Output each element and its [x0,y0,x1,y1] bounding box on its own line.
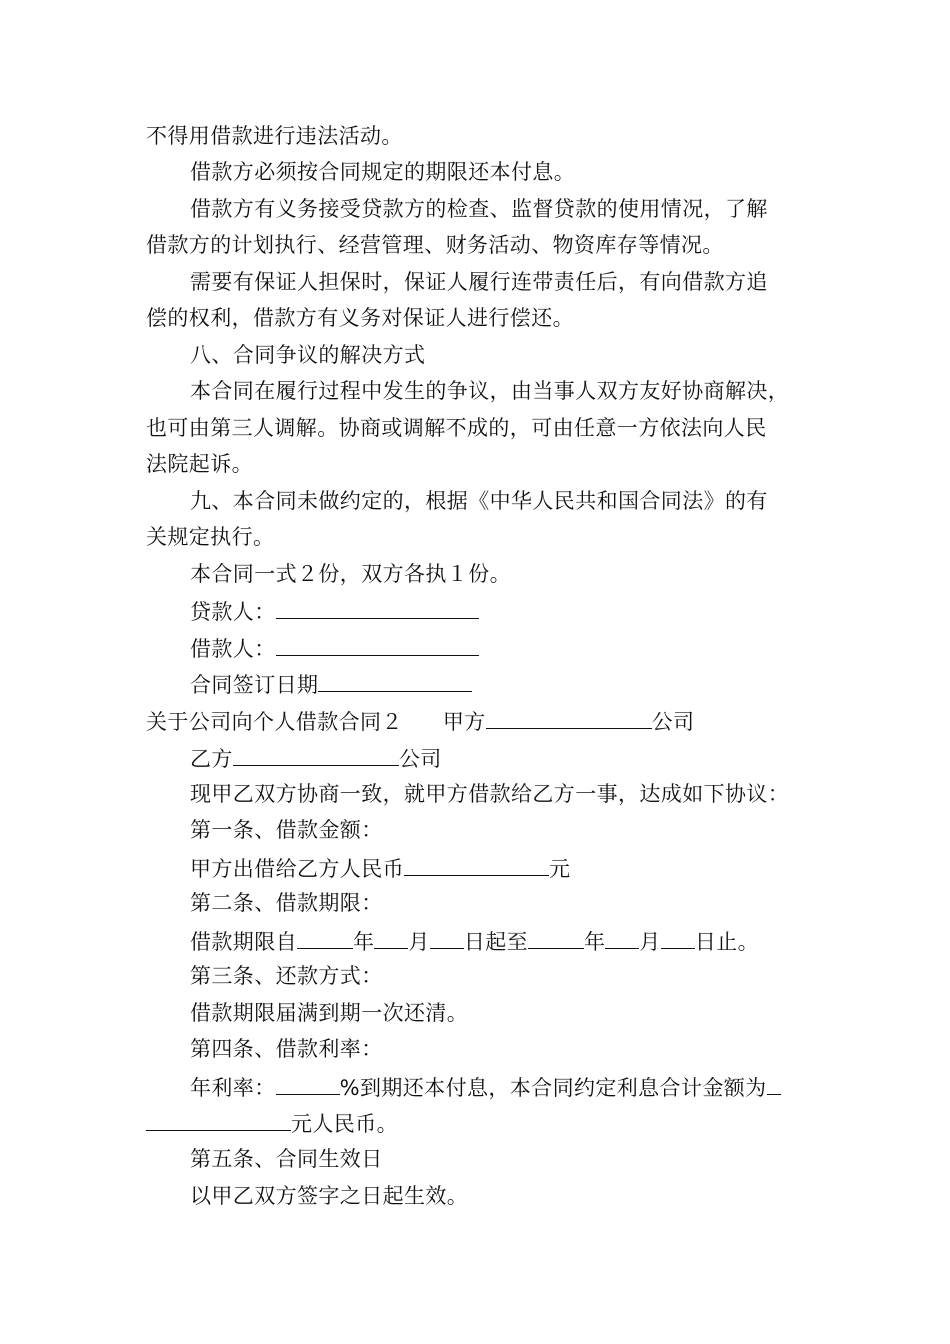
year-label: 年 [353,930,375,954]
article-heading: 第五条、合同生效日 [190,1147,383,1171]
text-line: 也可由第三人调解。协商或调解不成的，可由任意一方依法向人民 [146,416,767,440]
lender-blank [276,596,479,619]
month-blank [605,926,639,949]
rate-blank [276,1072,340,1095]
interest-line [146,1108,398,1138]
text-line: 法院起诉。 [146,452,253,476]
party-b-label: 乙方 [190,747,233,771]
sign-date-line [190,669,472,699]
yuan-label: 元 [549,857,571,881]
day-blank [430,926,464,949]
month-label: 月 [408,930,430,954]
party-a-label: 甲方 [442,710,486,734]
text-line: 九、本合同未做约定的，根据《中华人民共和国合同法》的有 [190,489,768,513]
term-start-label: 借款期限自 [190,930,297,954]
text-line: 以甲乙双方签字之日起生效。 [190,1184,469,1208]
article-heading: 第四条、借款利率： [190,1037,383,1061]
borrower-blank [276,633,479,656]
text-line: 不得用借款进行违法活动。 [146,124,403,148]
intro-line: 现甲乙双方协商一致，就甲方借款给乙方一事，达成如下协议： [190,782,790,806]
party-b-line [190,743,442,773]
text-line: 借款期限届满到期一次还清。 [190,1001,469,1025]
text-line: 本合同一式２份，双方各执１份。 [190,562,511,586]
interest-blank-start [767,1072,781,1095]
text-line: 借款方有义务接受贷款方的检查、监督贷款的使用情况，了解 [190,197,768,221]
rate-text: %到期还本付息，本合同约定利息合计金额为 [339,1076,767,1100]
section-heading: 八、合同争议的解决方式 [190,343,426,367]
text-line: 借款方的计划执行、经营管理、财务活动、物资库存等情况。 [146,233,724,257]
day-from-label: 日起至 [463,930,529,954]
article-heading: 第三条、还款方式： [190,964,383,988]
rate-line [190,1072,781,1102]
lender-label: 贷款人： [190,600,276,624]
year-blank [297,926,353,949]
article-heading: 第一条、借款金额： [190,818,383,842]
article-heading: 第二条、借款期限： [190,891,383,915]
day-blank [661,926,695,949]
year-label: 年 [584,930,606,954]
text-line: 借款方必须按合同规定的期限还本付息。 [190,160,576,184]
amount-label: 甲方出借给乙方人民币 [190,857,404,881]
party-b-suffix: 公司 [398,747,442,771]
borrower-signature-line [190,633,479,663]
interest-unit: 元人民币。 [291,1112,398,1136]
month-blank [374,926,408,949]
contract-title: 关于公司向个人借款合同２ [146,710,403,734]
day-to-label: 日止。 [694,930,760,954]
sign-date-label: 合同签订日期 [190,673,319,697]
text-line: 本合同在履行过程中发生的争议，由当事人双方友好协商解决， [190,379,790,403]
term-line [190,926,759,956]
text-line: 关规定执行。 [146,525,275,549]
rate-label: 年利率： [190,1076,276,1100]
party-b-blank [233,743,399,766]
party-a-blank [486,706,652,729]
borrower-label: 借款人： [190,637,276,661]
interest-blank [146,1108,291,1131]
party-a-suffix: 公司 [651,710,695,734]
year-blank [528,926,584,949]
month-label: 月 [639,930,661,954]
text-line: 偿的权利，借款方有义务对保证人进行偿还。 [146,306,574,330]
sign-date-blank [318,669,472,692]
amount-blank [404,853,549,876]
lender-signature-line [190,596,479,626]
text-line: 需要有保证人担保时，保证人履行连带责任后，有向借款方追 [190,270,768,294]
contract-title-line [146,706,694,736]
amount-line [190,853,570,883]
